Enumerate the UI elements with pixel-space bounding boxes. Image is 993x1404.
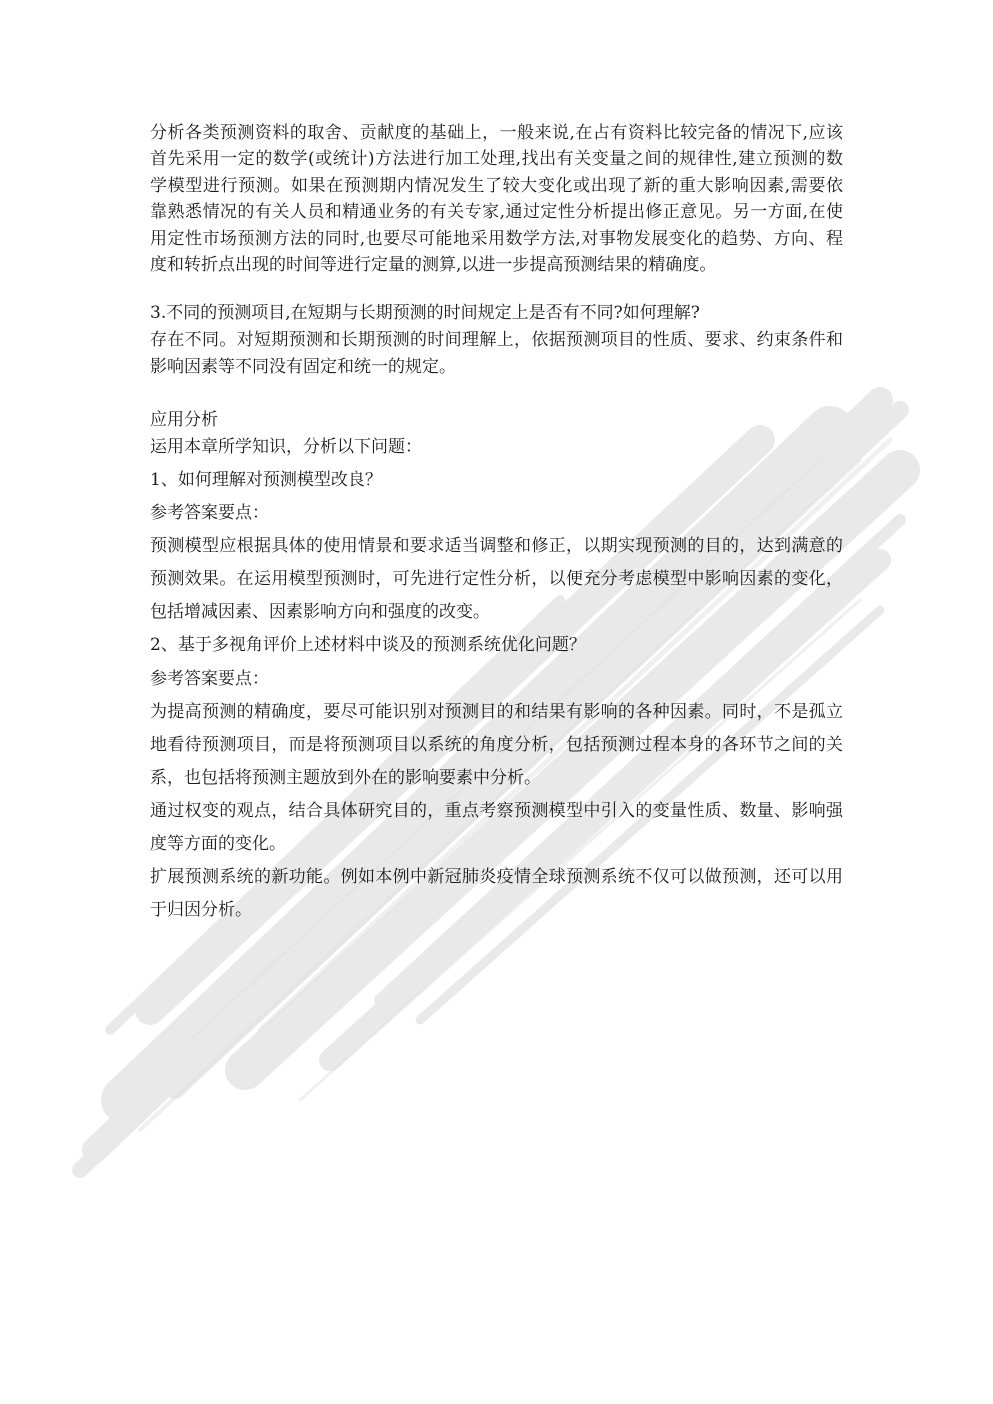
answer-line: 影响因素等不同没有固定和统一的规定。 xyxy=(150,356,456,377)
answer-line: 预测效果。在运用模型预测时，可先进行定性分析，以便充分考虑模型中影响因素的变化， xyxy=(150,569,843,590)
answer-line: 地看待预测项目，而是将预测项目以系统的角度分析，包括预测过程本身的各环节之间的关 xyxy=(150,734,843,755)
section-heading: 应用分析 xyxy=(150,409,218,430)
application-questions xyxy=(150,464,843,927)
answer-line: 度等方面的变化。 xyxy=(150,834,286,855)
answer-line: 通过权变的观点，结合具体研究目的，重点考察预测模型中引入的变量性质、数量、影响强 xyxy=(150,800,843,821)
paragraph-line: 靠熟悉情况的有关人员和精通业务的有关专家,通过定性分析提出修正意见。另一方面,在使 xyxy=(150,202,843,223)
section-instruction: 运用本章所学知识，分析以下问题： xyxy=(150,436,422,457)
application-header xyxy=(150,407,843,461)
question-3-section xyxy=(150,300,843,382)
answer-line: 存在不同。对短期预测和长期预测的时间理解上，依据预测项目的性质、要求、约束条件和 xyxy=(150,329,843,350)
answer-line: 系，也包括将预测主题放到外在的影响要素中分析。 xyxy=(150,767,541,788)
answer-label: 参考答案要点： xyxy=(150,503,269,524)
paragraph-line: 度和转折点出现的时间等进行定量的测算,以进一步提高预测结果的精确度。 xyxy=(150,255,717,276)
answer-label: 参考答案要点： xyxy=(150,668,269,689)
answer-line: 于归因分析。 xyxy=(150,900,252,921)
paragraph-line: 学模型进行预测。如果在预测期内情况发生了较大变化或出现了新的重大影响因素,需要依 xyxy=(150,175,843,196)
answer-line: 包括增减因素、因素影响方向和强度的改变。 xyxy=(150,602,490,623)
question-3-title: 3.不同的预测项目,在短期与长期预测的时间规定上是否有不同?如何理解? xyxy=(150,302,700,323)
answer-line: 为提高预测的精确度，要尽可能识别对预测目的和结果有影响的各种因素。同时，不是孤立 xyxy=(150,701,843,722)
answer-line: 扩展预测系统的新功能。例如本例中新冠肺炎疫情全球预测系统不仅可以做预测，还可以用 xyxy=(150,867,843,888)
answer-line: 预测模型应根据具体的使用情景和要求适当调整和修正，以期实现预测的目的，达到满意的 xyxy=(150,536,843,557)
paragraph-line: 用定性市场预测方法的同时,也要尽可能地采用数学方法,对事物发展变化的趋势、方向、程 xyxy=(150,228,843,249)
question-1-title: 1、如何理解对预测模型改良？ xyxy=(150,470,382,490)
question-2-title: 2、基于多视角评价上述材料中谈及的预测系统优化问题？ xyxy=(150,635,586,656)
intro-paragraph xyxy=(150,120,843,278)
paragraph-line: 分析各类预测资料的取舍、贡献度的基础上，一般来说,在占有资料比较完备的情况下,应该 xyxy=(150,123,843,143)
paragraph-line: 首先采用一定的数学(或统计)方法进行加工处理,找出有关变量之间的规律性,建立预测的数 xyxy=(150,149,843,170)
